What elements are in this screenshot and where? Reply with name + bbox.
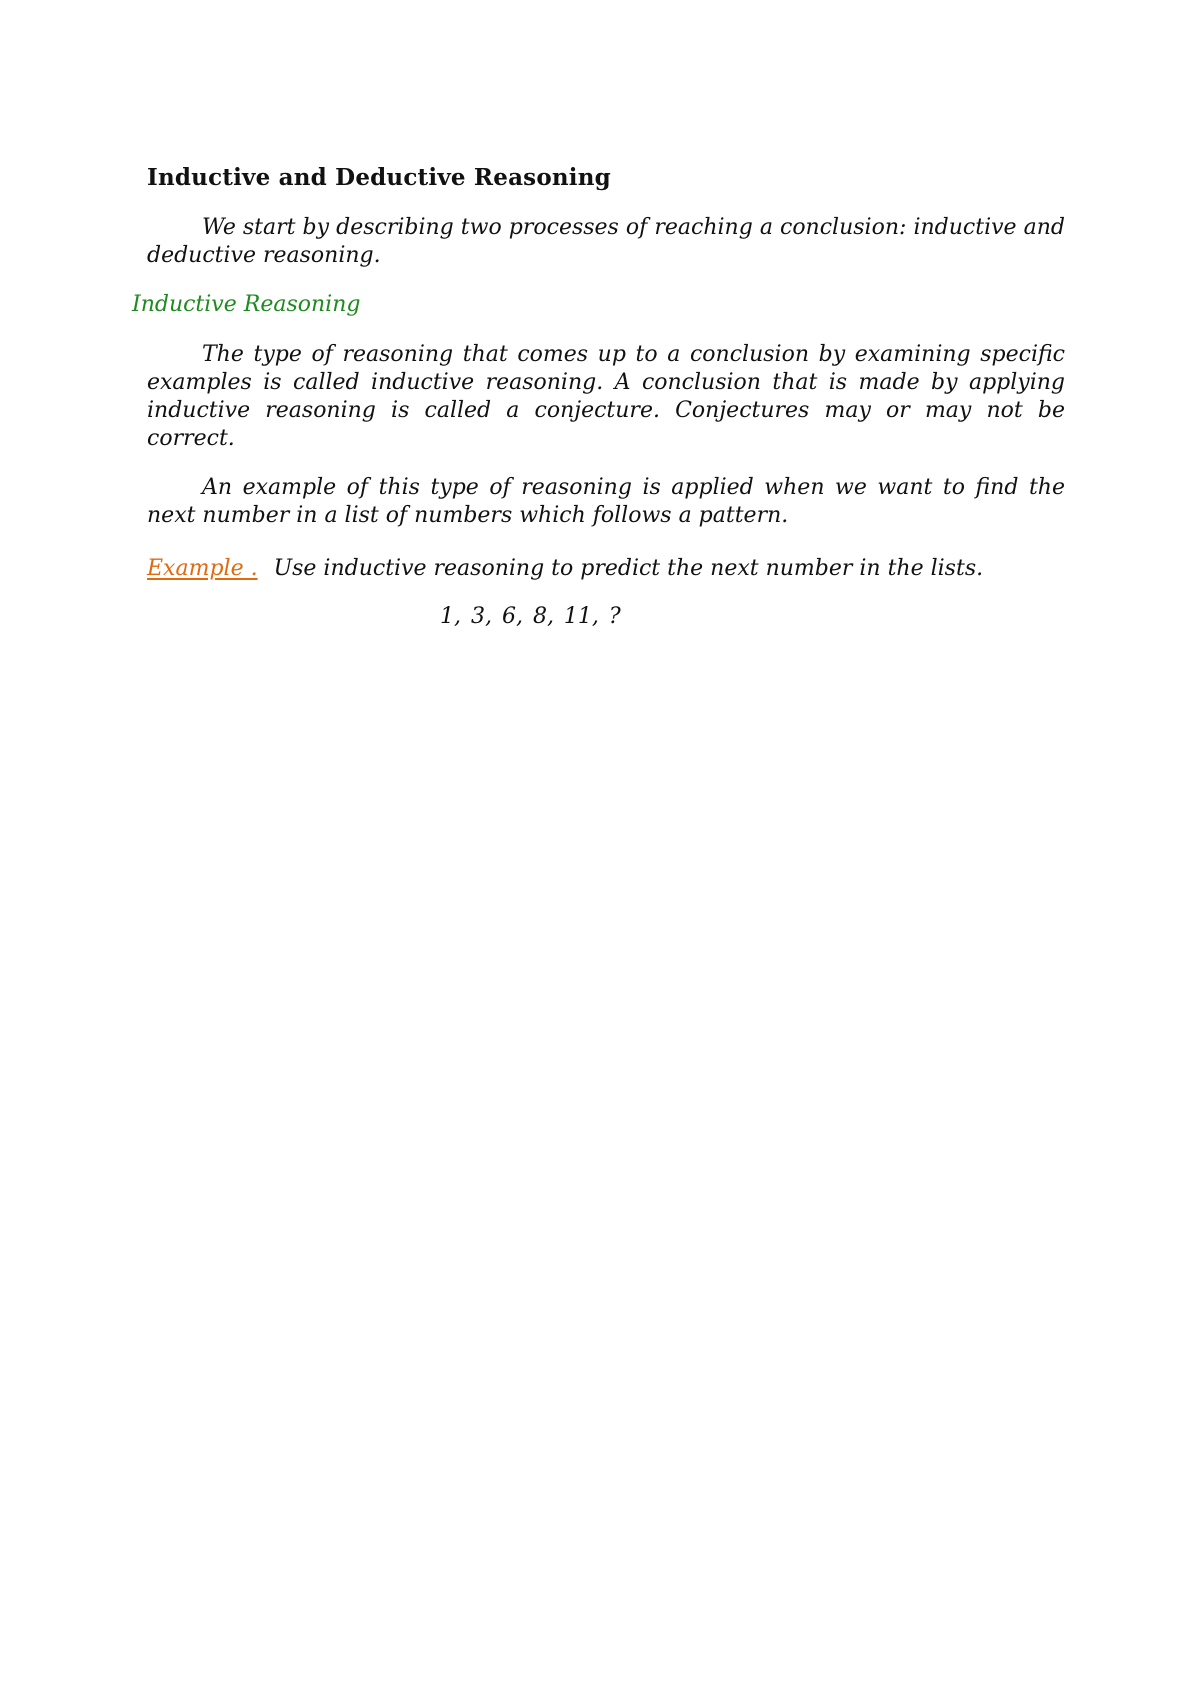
section-heading-inductive: Inductive Reasoning — [132, 292, 361, 317]
example-prompt: Use inductive reasoning to predict the next number in the lists. — [273, 556, 984, 581]
document-title: Inductive and Deductive Reasoning — [147, 164, 611, 191]
example-line — [147, 556, 983, 581]
pattern-example-paragraph: An example of this type of reasoning is applied when we want to find the next number in a list of numbers which follows a pattern. — [147, 475, 1065, 528]
inductive-definition-paragraph: The type of reasoning that comes up to a conclusion by examining specific examples is called inductive reasoning. A conclusion that is made by applying inductive reasoning is called a conjecture. Conjectures may or may not be correct. — [147, 342, 1065, 451]
number-sequence: 1, 3, 6, 8, 11, ? — [440, 604, 621, 629]
example-label: Example . — [147, 556, 258, 581]
intro-paragraph: We start by describing two processes of reaching a conclusion: inductive and deductive reasoning. — [147, 215, 1065, 268]
